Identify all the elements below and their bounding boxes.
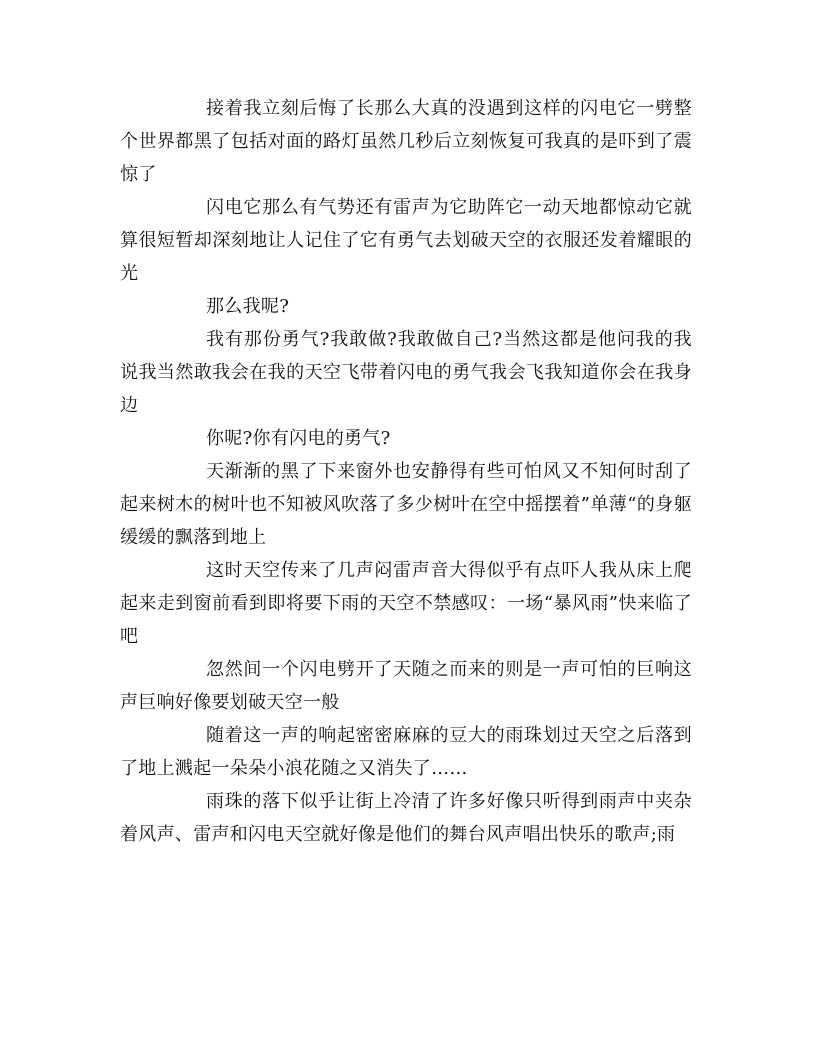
paragraph: 你呢?你有闪电的勇气? — [206, 428, 391, 449]
paragraph: 天渐渐的黑了下来窗外也安静得有些可怕风又不知何时刮了起来树木的树叶也不知被风吹落了多少树叶在空中摇摆着”单薄“的身躯缓缓的飘落到地上 — [120, 461, 692, 548]
paragraph: 闪电它那么有气势还有雷声为它助阵它一动天地都惊动它就算很短暂却深刻地让人记住了它有勇气去划破天空的衣服还发着耀眼的光 — [120, 197, 692, 284]
paragraph: 雨珠的落下似乎让街上冷清了许多好像只听得到雨声中夹杂着风声、雷声和闪电天空就好像是他们的舞台风声唱出快乐的歌声;雨 — [120, 791, 692, 845]
document-body — [120, 92, 692, 851]
paragraph: 随着这一声的响起密密麻麻的豆大的雨珠划过天空之后落到了地上溅起一朵朵小浪花随之又消失了…… — [120, 725, 692, 779]
paragraph: 接着我立刻后悔了长那么大真的没遇到这样的闪电它一劈整个世界都黑了包括对面的路灯虽然几秒后立刻恢复可我真的是吓到了震惊了 — [120, 98, 692, 185]
paragraph: 那么我呢? — [206, 296, 290, 317]
paragraph: 我有那份勇气?我敢做?我敢做自己?当然这都是他问我的我说我当然敢我会在我的天空飞带着闪电的勇气我会飞我知道你会在我身边 — [120, 329, 692, 416]
paragraph: 这时天空传来了几声闷雷声音大得似乎有点吓人我从床上爬起来走到窗前看到即将要下雨的天空不禁感叹：一场“暴风雨”快来临了吧 — [120, 560, 692, 647]
paragraph: 忽然间一个闪电劈开了天随之而来的则是一声可怕的巨响这声巨响好像要划破天空一般 — [120, 659, 692, 713]
